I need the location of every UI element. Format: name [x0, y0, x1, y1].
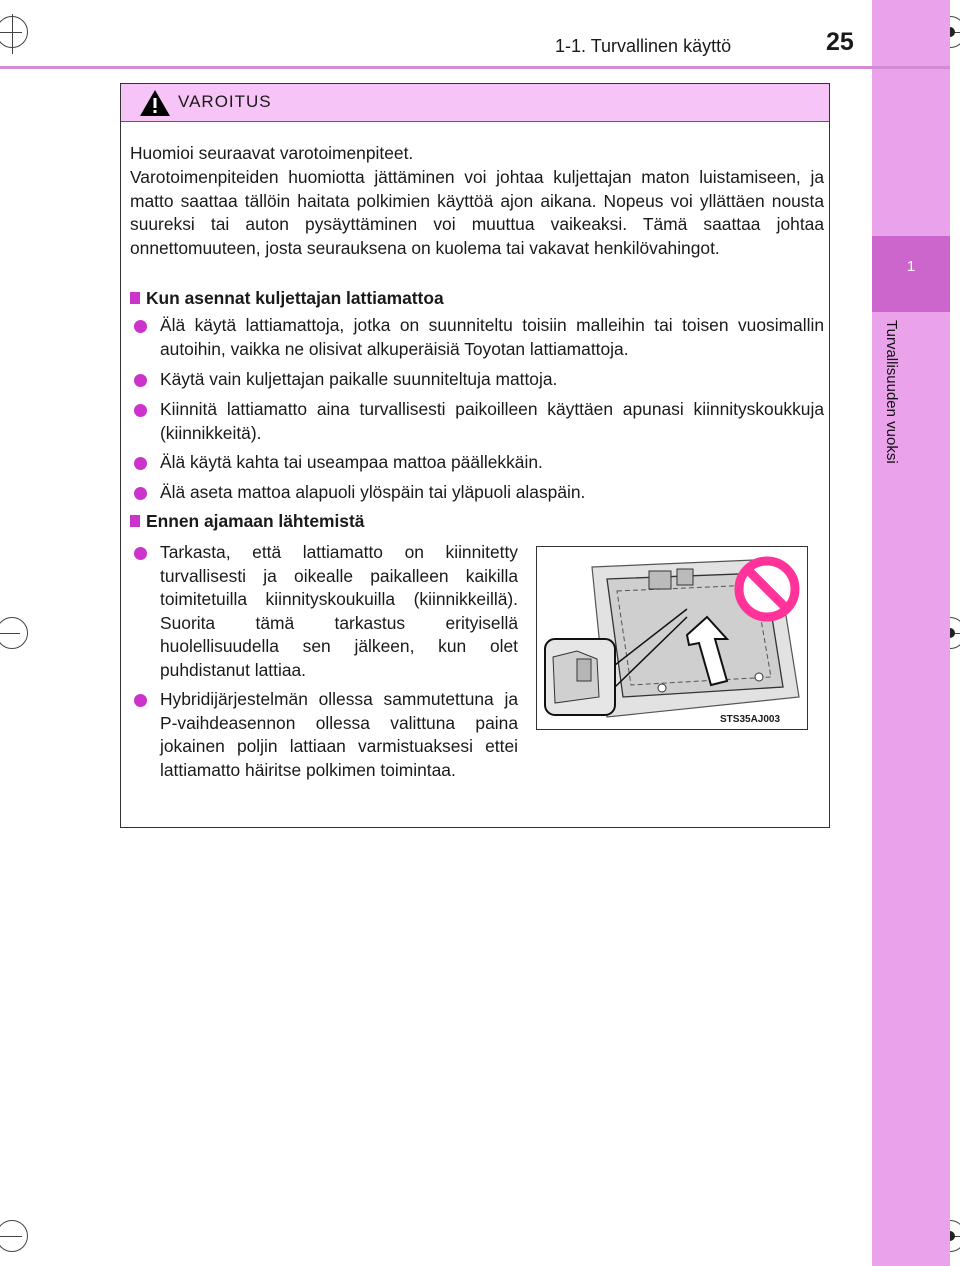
bullet-dot-icon: [134, 320, 147, 333]
square-bullet-icon: [130, 292, 140, 304]
illustration-code: STS35AJ003: [720, 714, 781, 725]
registration-mark-icon: [0, 16, 28, 48]
warning-intro: Huomioi seuraavat varotoimenpiteet.: [130, 143, 414, 163]
bullet-dot-icon: [134, 457, 147, 470]
section-heading: Ennen ajamaan lähtemistä: [130, 511, 364, 532]
side-tab-strip: [872, 0, 950, 1266]
chapter-number: 1: [906, 258, 916, 275]
registration-mark-icon: [0, 1220, 28, 1252]
header-rule: [0, 66, 950, 69]
warning-body: Varotoimenpiteiden huomiotta jättäminen voi johtaa kuljettajan maton luistamiseen, ja matto saattaa tällöin haitata polkimien käyttöä ajon aikana. Nopeus voi yllättäen nousta suureksi tai auton pysäyttäminen voi muuttua vaikeaksi. Tämä saattaa johtaa onnettomuuteen, josta seurauksena on kuolema tai vakavat henkilövahingot.: [130, 167, 824, 258]
warning-title: VAROITUS: [178, 92, 272, 111]
section-heading: Kun asennat kuljettajan lattiamattoa: [130, 288, 444, 309]
floor-mat-illustration: [536, 546, 808, 730]
registration-mark-icon: [0, 617, 28, 649]
warning-triangle-icon: [138, 88, 172, 118]
bullet-dot-icon: [134, 547, 147, 560]
bullet-dot-icon: [134, 404, 147, 417]
chapter-label: Turvallisuuden vuoksi: [883, 320, 900, 464]
section-title: 1-1. Turvallinen käyttö: [555, 36, 732, 56]
page-number: 25: [826, 28, 854, 56]
bullet-dot-icon: [134, 694, 147, 707]
square-bullet-icon: [130, 515, 140, 527]
bullet-dot-icon: [134, 374, 147, 387]
bullet-dot-icon: [134, 487, 147, 500]
floor-mat-drawing: [537, 547, 807, 729]
